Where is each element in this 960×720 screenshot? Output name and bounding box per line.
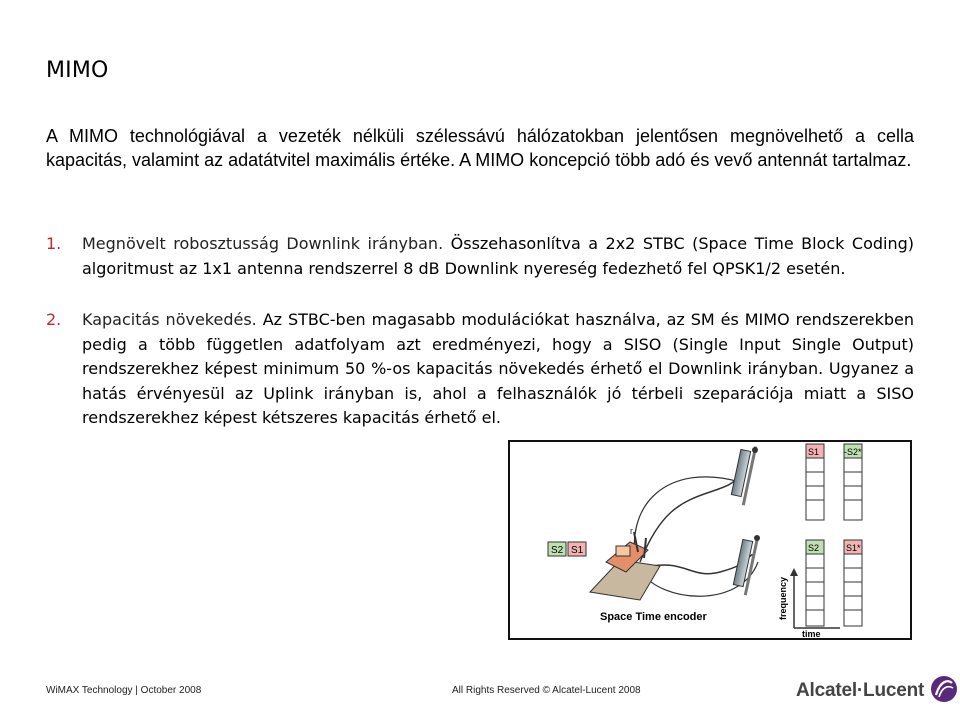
list-item [46, 232, 914, 281]
list-body: Összehasonlítva a 2x2 STBC (Space Time Block Coding) algoritmust az 1x1 antenna rendszerrel 8 dB Downlink nyereség fedezhető fel QPSK1/2 esetén. [82, 234, 915, 278]
list-body: Az STBC-ben magasabb modulációkat használva, az SM és MIMO rendszerekben pedig a több független adatfolyam azt eredményezi, hogy a SISO (Single Input Single Output) rendszerekhez képest minimum 50 %-os kapacitás növekedés érhető el Downlink irányban. Ugyanez a hatás érvényesül az Uplink irányban is, ahol a felhasználók jó térbeli szeparációja miatt a SISO rendszerekhez képest kétszeres kapacitás érhető el. [82, 310, 915, 427]
list-text [82, 308, 914, 431]
encoder-device-icon [590, 526, 660, 600]
list-lead: Megnövelt robosztusság Downlink irányban. [82, 234, 444, 253]
time-frequency-grid-bottom [806, 540, 862, 626]
company-logo [796, 676, 958, 706]
logo-text: Alcatel·Lucent [796, 680, 925, 701]
input-symbol-s2: S2 [551, 545, 564, 556]
time-frequency-grid-top [806, 444, 862, 520]
axes [778, 568, 840, 638]
grid-top-right-label: -S2* [844, 447, 862, 457]
time-axis-label: time [802, 629, 821, 638]
footer-left-text: WiMAX Technology | October 2008 [46, 685, 202, 696]
list-number: 1. [46, 234, 62, 253]
alcatel-lucent-logo-icon [930, 675, 958, 707]
slide-title: MIMO [46, 58, 109, 83]
grid-top-left-label: S1 [808, 447, 820, 457]
svg-text:r: r [630, 526, 633, 536]
frequency-axis-label: frequency [778, 576, 788, 620]
grid-bottom-right-label: S1* [846, 543, 861, 553]
list-lead: Kapacitás növekedés. [82, 310, 257, 329]
intro-paragraph: A MIMO technológiával a vezeték nélküli szélessávú hálózatokban jelentősen megnövelhető a cella kapacitás, valamint az adatátvitel maximális értéke. A MIMO koncepció több adó és vevő antennát tartalmaz. [46, 126, 914, 170]
mimo-figure [508, 440, 912, 640]
footer-copyright: All Rights Reserved © Alcatel-Lucent 2008 [452, 685, 641, 696]
signal-path [640, 472, 746, 562]
signal-path [634, 477, 740, 574]
encoder-input-cells [548, 542, 586, 556]
mimo-illustration [510, 442, 910, 638]
figure-caption: Space Time encoder [600, 611, 707, 623]
input-symbol-s1: S1 [571, 545, 584, 556]
list-number: 2. [46, 310, 62, 329]
grid-bottom-left-label: S2 [808, 543, 820, 553]
list-item [46, 308, 914, 431]
receiver-antenna-icon [731, 446, 758, 505]
list-text [82, 232, 914, 281]
